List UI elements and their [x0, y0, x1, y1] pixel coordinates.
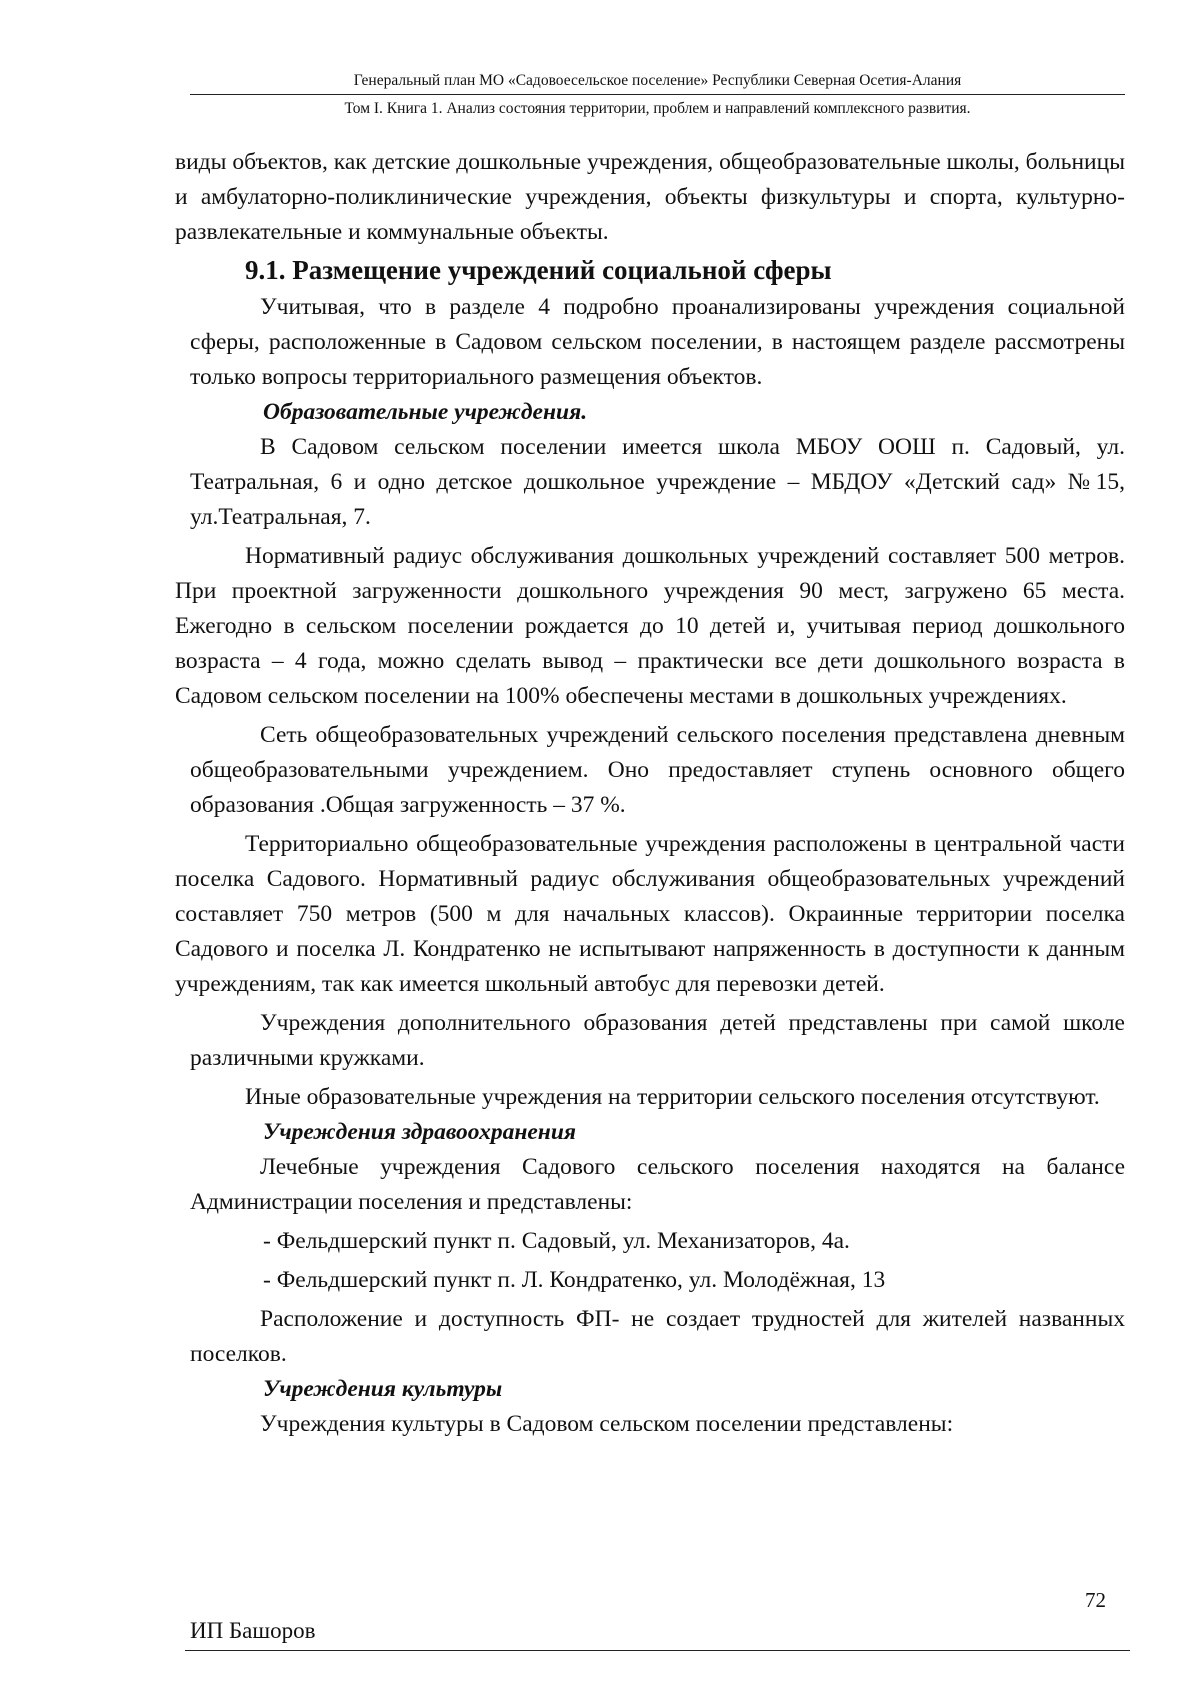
- subheading-culture: Учреждения культуры: [263, 1376, 503, 1402]
- paragraph-intro: виды объектов, как детские дошкольные учреждения, общеобразовательные школы, больницы и амбулаторно-поликлинические учреждения, объекты физкультуры и спорта, культурно-развлекательные и коммунальные объекты.: [175, 149, 1125, 245]
- paragraph-8: Лечебные учреждения Садового сельского поселения находятся на балансе Администрации поселения и представлены:: [190, 1154, 1125, 1215]
- paragraph-5: Территориально общеобразовательные учреждения расположены в центральной части поселка Садового. Нормативный радиус обслуживания общеобразовательных учреждений составляет 750 метров (500 м для начальных классов). Окраинные территории поселка Садового и поселка Л. Кондратенко не испытывают напряженность в доступности к данным учреждениям, так как имеется школьный автобус для перевозки детей.: [175, 831, 1125, 997]
- paragraph-6: Учреждения дополнительного образования детей представлены при самой школе различными кружками.: [190, 1010, 1125, 1071]
- paragraph-9: Расположение и доступность ФП- не создает трудностей для жителей названных поселков.: [190, 1306, 1125, 1367]
- bullet-item-2: - Фельдшерский пункт п. Л. Кондратенко, ул. Молодёжная, 13: [263, 1267, 886, 1293]
- running-header: [190, 70, 1125, 120]
- paragraph-1: Учитывая, что в разделе 4 подробно проанализированы учреждения социальной сферы, расположенные в Садовом сельском поселении, в настоящем разделе рассмотрены только вопросы территориального размещения объектов.: [190, 294, 1125, 390]
- page-number: 72: [1085, 1588, 1106, 1612]
- header-line-2: Том I. Книга 1. Анализ состояния территории, проблем и направлений комплексного развития.: [344, 100, 971, 117]
- header-line-1: Генеральный план МО «Садовоесельское поселение» Республики Северная Осетия-Алания: [353, 72, 962, 89]
- paragraph-7: Иные образовательные учреждения на территории сельского поселения отсутствуют.: [245, 1084, 1100, 1110]
- subheading-education: Образовательные учреждения.: [263, 399, 588, 425]
- footer-rule: [185, 1650, 1130, 1651]
- paragraph-2: В Садовом сельском поселении имеется школа МБОУ ООШ п. Садовый, ул. Театральная, 6 и одно детское дошкольное учреждение – МБДОУ «Детский сад» №15, ул.Театральная, 7.: [190, 434, 1125, 530]
- header-rule: [190, 94, 1125, 95]
- paragraph-3: Нормативный радиус обслуживания дошкольных учреждений составляет 500 метров. При проектной загруженности дошкольного учреждения 90 мест, загружено 65 места. Ежегодно в сельском поселении рождается до 10 детей и, учитывая период дошкольного возраста – 4 года, можно сделать вывод – практически все дети дошкольного возраста в Садовом сельском поселении на 100% обеспечены местами в дошкольных учреждениях.: [175, 543, 1125, 709]
- section-title: 9.1. Размещение учреждений социальной сферы: [245, 255, 832, 285]
- subheading-health: Учреждения здравоохранения: [263, 1119, 577, 1145]
- footer-author: ИП Башоров: [190, 1618, 316, 1643]
- paragraph-4: Сеть общеобразовательных учреждений сельского поселения представлена дневным общеобразовательными учреждением. Оно предоставляет ступень основного общего образования .Общая загруженность – 37 %.: [190, 722, 1125, 818]
- page-body: [175, 145, 1125, 1442]
- paragraph-10: Учреждения культуры в Садовом сельском поселении представлены:: [260, 1411, 954, 1437]
- bullet-item-1: - Фельдшерский пункт п. Садовый, ул. Механизаторов, 4а.: [263, 1228, 850, 1254]
